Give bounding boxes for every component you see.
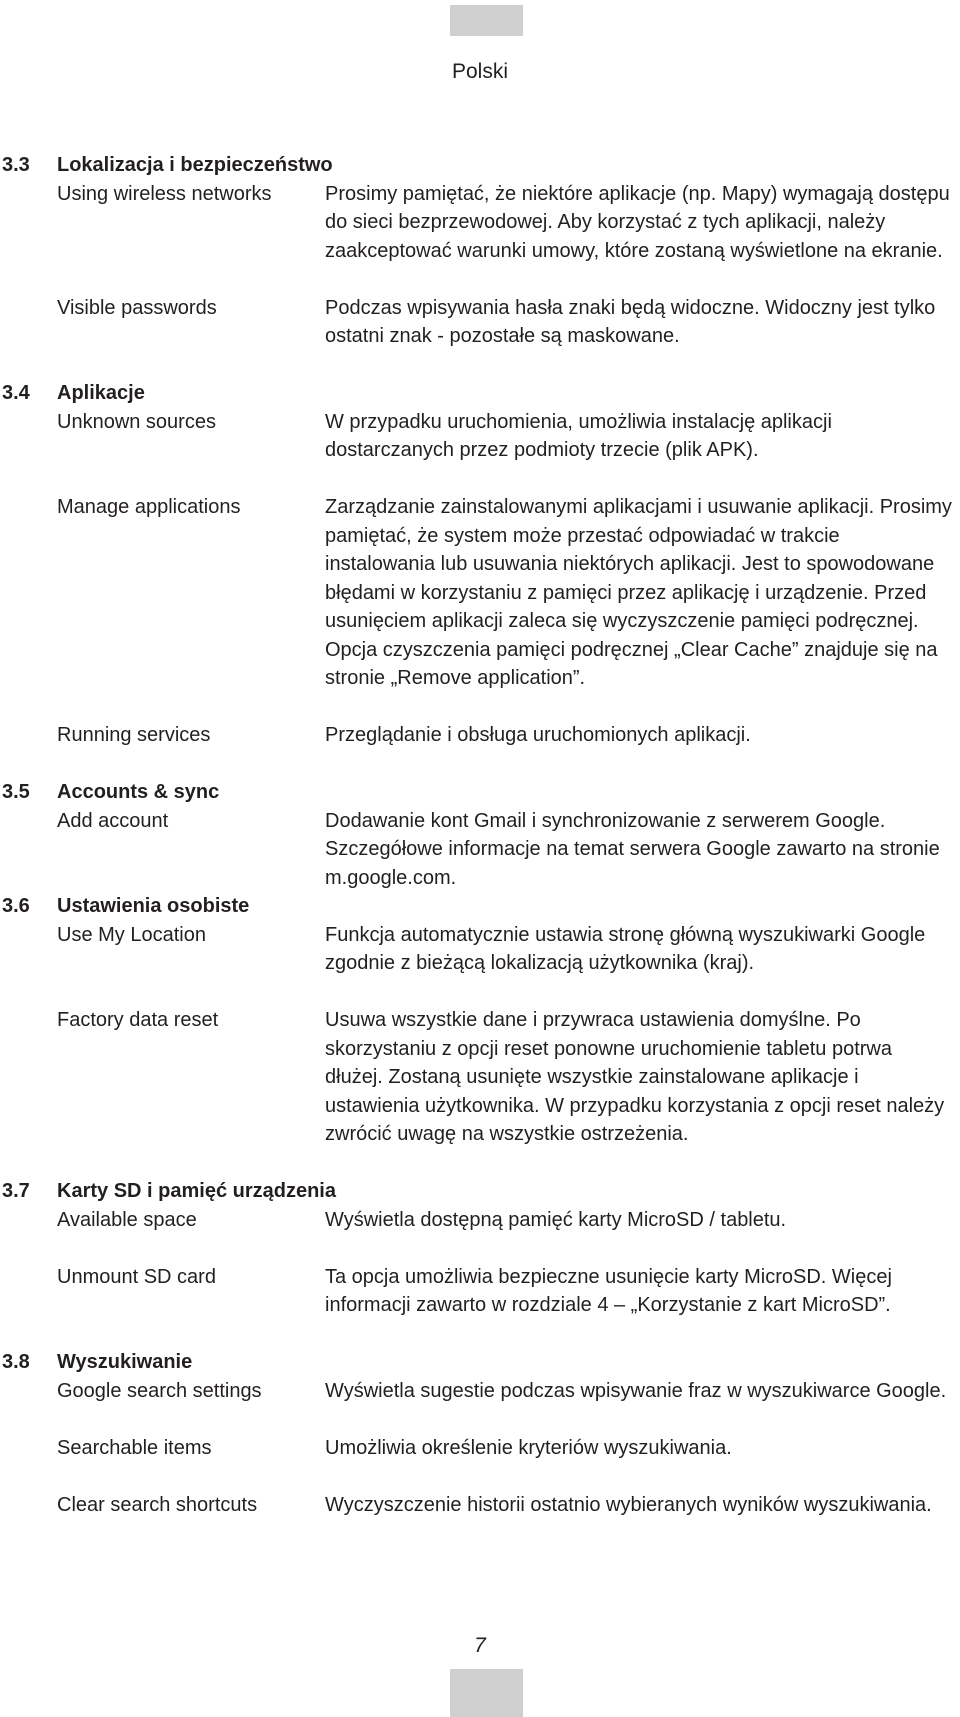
setting-label: Searchable items <box>57 1436 212 1459</box>
setting-row <box>0 1006 960 1149</box>
setting-description: Umożliwia określenie kryteriów wyszukiwania. <box>325 1436 732 1459</box>
language-header: Polski <box>451 60 509 83</box>
setting-row <box>0 1491 960 1520</box>
setting-row <box>0 807 960 893</box>
section-number: 3.6 <box>2 895 30 917</box>
setting-label: Add account <box>57 809 169 832</box>
section-number: 3.5 <box>2 781 30 803</box>
setting-label: Running services <box>57 724 211 746</box>
setting-description: Wyświetla sugestie podczas wpisywanie fraz w wyszukiwarce Google. <box>325 1379 947 1402</box>
setting-row <box>0 408 960 465</box>
setting-row <box>0 921 960 978</box>
setting-row <box>0 1206 960 1235</box>
setting-label: Visible passwords <box>57 296 217 319</box>
setting-description: Podczas wpisywania hasła znaki będą widoczne. Widoczny jest tylko ostatni znak - pozostałe są maskowane. <box>325 296 936 347</box>
section-title: Ustawienia osobiste <box>57 895 250 917</box>
section-heading <box>0 778 960 807</box>
section-heading <box>0 379 960 408</box>
setting-label: Clear search shortcuts <box>57 1493 258 1516</box>
setting-row <box>0 493 960 693</box>
section-number: 3.7 <box>2 1180 30 1202</box>
setting-description: W przypadku uruchomienia, umożliwia instalację aplikacji dostarczanych przez podmioty trzecie (plik APK). <box>325 410 832 461</box>
section-3-6 <box>0 892 960 1177</box>
setting-description: Usuwa wszystkie dane i przywraca ustawienia domyślne. Po skorzystaniu z opcji reset ponowne uruchomienie tabletu potrwa dłużej. Zostaną usunięte wszystkie zainstalowane aplikacje i ustawienia użytkownika. W przypadku korzystania z opcji reset należy zwrócić uwagę na wszystkie ostrzeżenia. <box>325 1009 945 1145</box>
setting-label: Manage applications <box>57 496 241 518</box>
setting-description: Zarządzanie zainstalowanymi aplikacjami i usuwanie aplikacji. Prosimy pamiętać, że system może przestać odpowiadać w trakcie instalowania lub usuwania niektórych aplikacji. Jest to spowodowane błędami w korzystaniu z pamięci przez aplikację i urządzenie. Przed usunięciem aplikacji zaleca się wyczyszczenie pamięci podręcznej. Opcja czyszczenia pamięci podręcznej „Clear Cache” znajduje się na stronie „Remove application”. <box>325 496 952 689</box>
setting-description: Przeglądanie i obsługa uruchomionych aplikacji. <box>325 724 751 746</box>
page-tab-marker-top <box>450 5 523 36</box>
setting-label: Google search settings <box>57 1379 262 1402</box>
section-heading <box>0 151 960 180</box>
setting-row <box>0 721 960 750</box>
section-number: 3.4 <box>2 382 30 404</box>
setting-label: Use My Location <box>57 923 206 946</box>
section-title: Karty SD i pamięć urządzenia <box>57 1180 336 1202</box>
setting-description: Wyświetla dostępną pamięć karty MicroSD / tabletu. <box>325 1208 787 1231</box>
section-title: Wyszukiwanie <box>57 1351 193 1373</box>
setting-row <box>0 180 960 266</box>
setting-row <box>0 1377 960 1406</box>
setting-label: Factory data reset <box>57 1009 219 1031</box>
setting-row <box>0 1263 960 1320</box>
setting-description: Dodawanie kont Gmail i synchronizowanie z serwerem Google. Szczegółowe informacje na temat serwera Google zawarto na stronie m.google.com. <box>325 809 940 889</box>
section-3-8 <box>0 1348 960 1519</box>
setting-row <box>0 294 960 351</box>
setting-label: Using wireless networks <box>57 182 272 205</box>
setting-description: Ta opcja umożliwia bezpieczne usunięcie karty MicroSD. Więcej informacji zawarto w rozdziale 4 – „Korzystanie z kart MicroSD”. <box>325 1265 892 1316</box>
setting-label: Unmount SD card <box>57 1265 216 1288</box>
setting-label: Unknown sources <box>57 410 216 433</box>
section-3-7 <box>0 1177 960 1348</box>
settings-content <box>0 151 960 1519</box>
setting-row <box>0 1434 960 1463</box>
section-number: 3.8 <box>2 1351 30 1373</box>
section-3-3 <box>0 151 960 379</box>
section-heading <box>0 1177 960 1206</box>
section-3-4 <box>0 379 960 778</box>
setting-description: Prosimy pamiętać, że niektóre aplikacje (np. Mapy) wymagają dostępu do sieci bezprzewodowej. Aby korzystać z tych aplikacji, należy zaakceptować warunki umowy, które zostaną wyświetlone na ekranie. <box>325 182 950 262</box>
page-number: 7 <box>474 1634 486 1657</box>
section-title: Accounts & sync <box>57 781 220 803</box>
setting-description: Funkcja automatycznie ustawia stronę główną wyszukiwarki Google zgodnie z bieżącą lokalizacją użytkownika (kraj). <box>325 923 926 974</box>
section-heading <box>0 1348 960 1377</box>
setting-label: Available space <box>57 1208 197 1231</box>
section-number: 3.3 <box>2 154 30 176</box>
setting-description: Wyczyszczenie historii ostatnio wybieranych wyników wyszukiwania. <box>325 1493 932 1516</box>
section-heading <box>0 892 960 921</box>
section-title: Lokalizacja i bezpieczeństwo <box>57 154 333 176</box>
section-title: Aplikacje <box>57 382 145 404</box>
page-tab-marker-bottom <box>450 1669 523 1717</box>
section-3-5 <box>0 778 960 892</box>
